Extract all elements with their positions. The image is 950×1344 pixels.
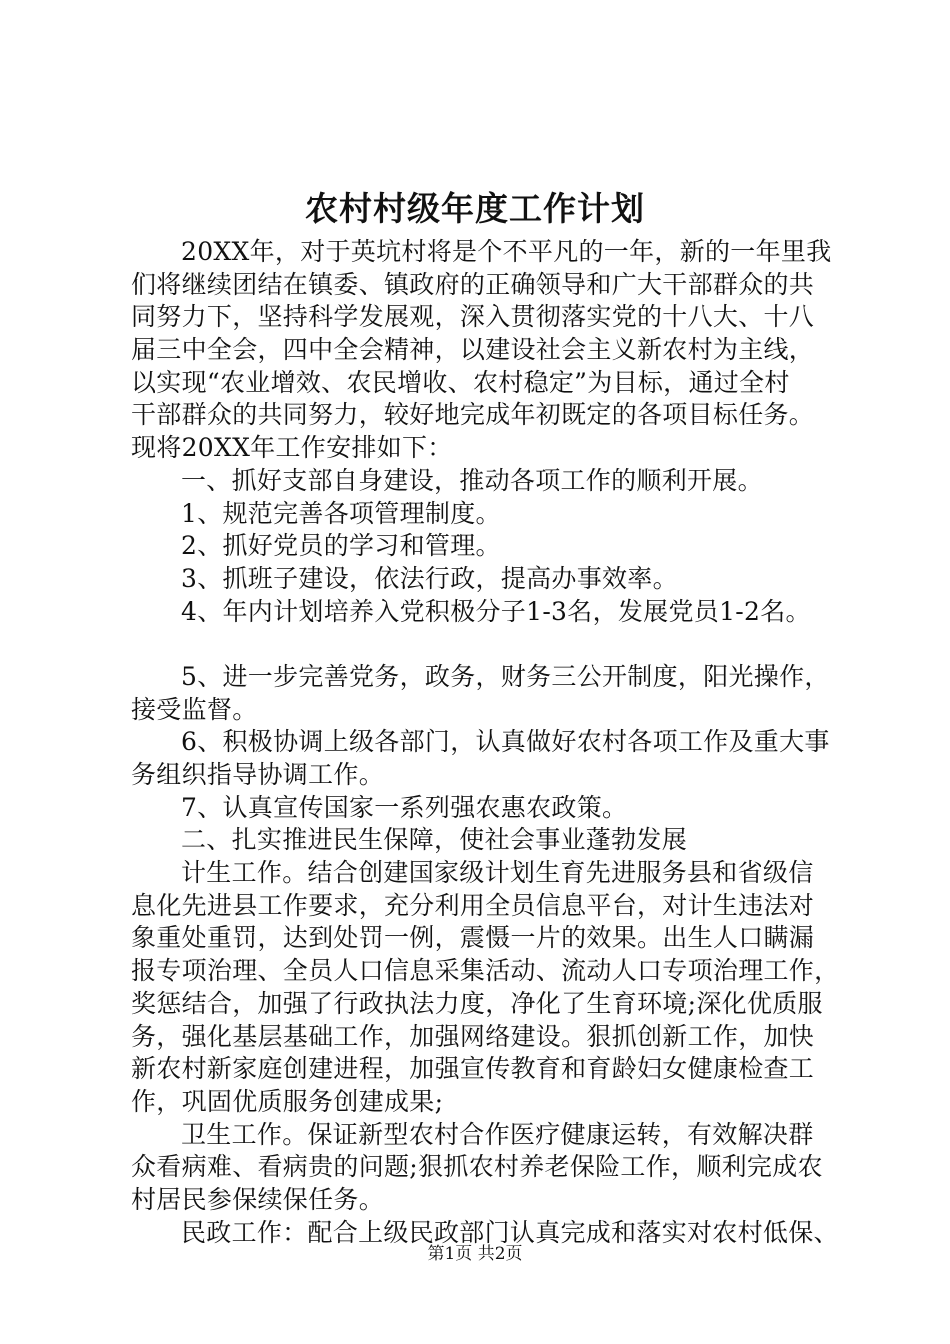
list-item: 4、年内计划培养入党积极分子1-3名，发展党员1-2名。	[181, 596, 811, 626]
paragraph-line: 务，强化基层基础工作，加强网络建设。狠抓创新工作，加快	[131, 1021, 815, 1051]
paragraph-line: 同努力下，坚持科学发展观，深入贯彻落实党的十八大、十八	[131, 302, 815, 332]
list-item: 2、抓好党员的学习和管理。	[181, 531, 501, 561]
document-body	[131, 236, 840, 1249]
section-heading: 一、抓好支部自身建设，推动各项工作的顺利开展。	[181, 465, 763, 495]
list-item: 1、规范完善各项管理制度。	[181, 498, 501, 528]
paragraph-line: 们将继续团结在镇委、镇政府的正确领导和广大干部群众的共	[131, 269, 815, 299]
paragraph-line: 20XX年，对于英坑村将是个不平凡的一年，新的一年里我	[181, 237, 832, 266]
section-heading: 二、扎实推进民生保障，使社会事业蓬勃发展	[181, 825, 688, 855]
paragraph-line: 众看病难、看病贵的问题;狠抓农村养老保险工作，顺利完成农	[131, 1152, 823, 1182]
paragraph-line: 新农村新家庭创建进程，加强宣传教育和育龄妇女健康检查工	[131, 1054, 815, 1084]
paragraph-line: 民政工作：配合上级民政部门认真完成和落实对农村低保、	[181, 1217, 839, 1247]
paragraph-line: 作，巩固优质服务创建成果;	[131, 1086, 444, 1116]
paragraph-line: 息化先进县工作要求，充分利用全员信息平台，对计生违法对	[131, 890, 815, 920]
list-item: 5、进一步完善党务，政务，财务三公开制度，阳光操作，	[181, 661, 830, 691]
paragraph-line: 届三中全会，四中全会精神，以建设社会主义新农村为主线，	[131, 335, 815, 365]
paragraph-line: 奖惩结合，加强了行政执法力度，净化了生育环境;深化优质服	[131, 988, 823, 1018]
paragraph-line: 现将20XX年工作安排如下：	[131, 433, 453, 463]
paragraph-line: 象重处重罚，达到处罚一例，震慑一片的效果。出生人口瞒漏	[131, 923, 815, 953]
list-item: 7、认真宣传国家一系列强农惠农政策。	[181, 792, 628, 822]
paragraph-line: 以实现“农业增效、农民增收、农村稳定”为目标，通过全村	[131, 367, 790, 397]
list-item-continuation: 务组织指导协调工作。	[131, 760, 385, 789]
paragraph-line: 村居民参保续保任务。	[131, 1184, 385, 1214]
paragraph-line: 干部群众的共同努力，较好地完成年初既定的各项目标任务。	[131, 400, 815, 430]
page-number-footer: 第1页 共2页	[427, 1244, 523, 1264]
paragraph-line: 计生工作。结合创建国家级计划生育先进服务县和省级信	[181, 858, 814, 888]
blank-line	[131, 628, 831, 661]
list-item: 6、积极协调上级各部门，认真做好农村各项工作及重大事	[181, 727, 830, 757]
paragraph-line: 卫生工作。保证新型农村合作医疗健康运转，有效解决群	[181, 1119, 814, 1149]
document-title: 农村村级年度工作计划	[305, 189, 645, 228]
list-item-continuation: 接受监督。	[131, 694, 258, 724]
paragraph-line: 报专项治理、全员人口信息采集活动、流动人口专项治理工作，	[131, 956, 840, 986]
list-item: 3、抓班子建设，依法行政，提高办事效率。	[181, 563, 678, 593]
